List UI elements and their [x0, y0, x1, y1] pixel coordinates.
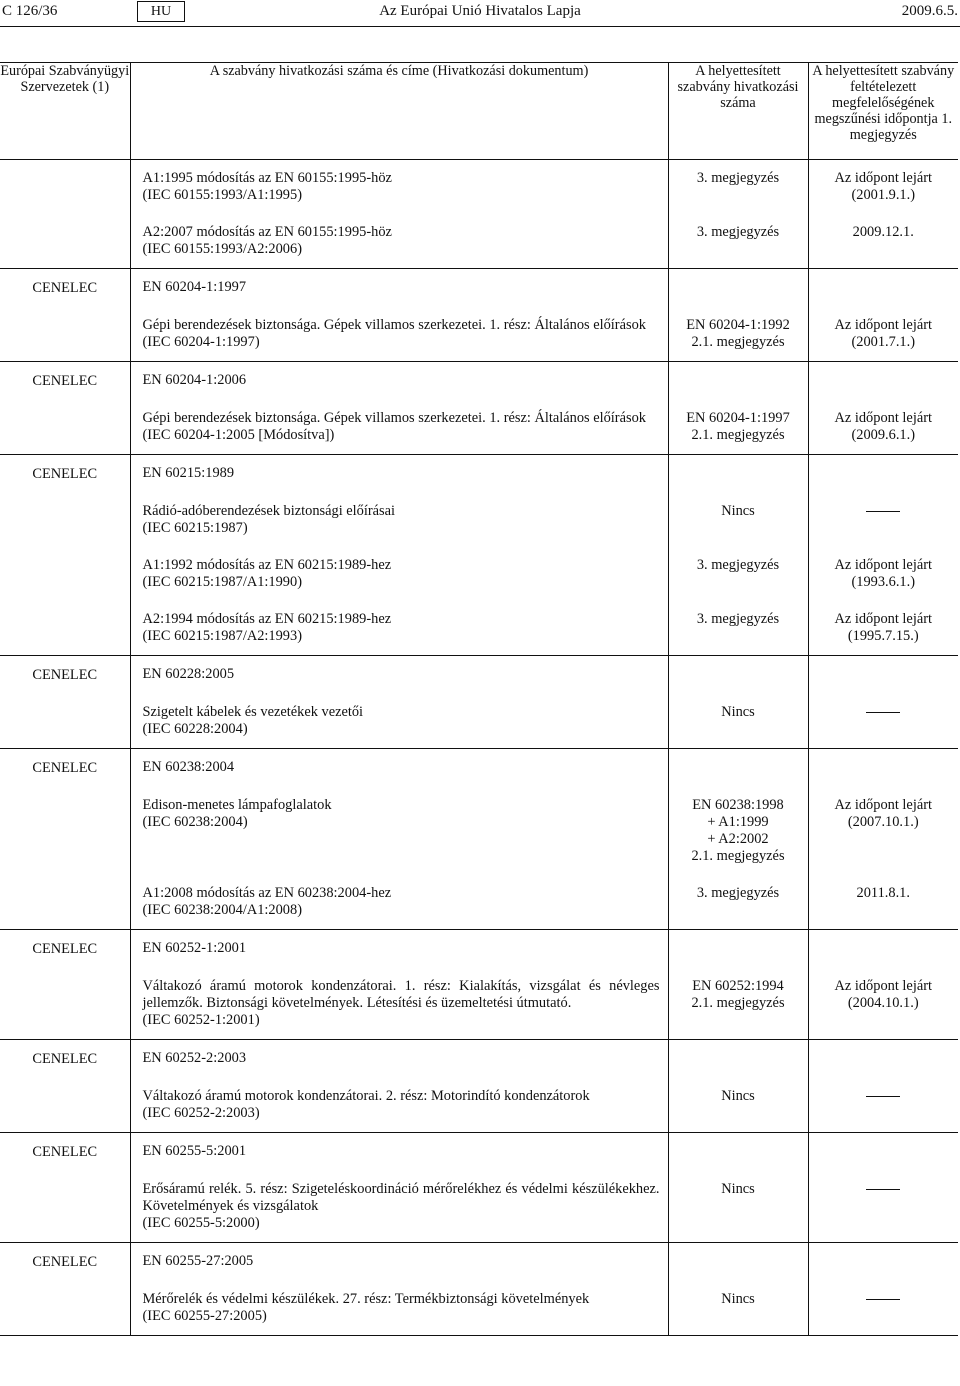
- org-cell: CENELEC: [0, 362, 130, 401]
- standard-text: (IEC 60255-27:2005): [142, 1308, 267, 1324]
- date-line: [809, 503, 959, 520]
- col-header-org: Európai Szabványügyi Szervezetek (1): [0, 63, 130, 160]
- date-cell: [808, 1281, 958, 1336]
- col-header-date: A helyettesített szabvány feltételezett megfelelőségének megszűnési időpontja 1. megjegyzés: [812, 63, 955, 143]
- standards-table: [0, 62, 958, 1336]
- date-line: (1995.7.15.): [847, 628, 919, 644]
- org-cell: [0, 400, 130, 455]
- date-line: Az időpont lejárt: [834, 317, 932, 333]
- table-row: [0, 968, 958, 1040]
- org-cell: [0, 160, 130, 215]
- em-dash: [866, 712, 900, 713]
- replaced-line: 3. megjegyzés: [696, 557, 780, 573]
- standard-cell: [130, 1078, 668, 1133]
- org-cell: CENELEC: [0, 1133, 130, 1172]
- standard-cell: [130, 1133, 668, 1172]
- replaced-line: 3. megjegyzés: [696, 224, 780, 240]
- table-row: [0, 400, 958, 455]
- org-row: [0, 656, 958, 695]
- org-cell: CENELEC: [0, 930, 130, 969]
- table-row: [0, 601, 958, 656]
- date-cell: [808, 787, 958, 875]
- standard-cell: [130, 968, 668, 1040]
- standard-cell: [130, 749, 668, 788]
- date-cell: [808, 749, 958, 788]
- replaced-line: + A1:1999: [707, 814, 769, 830]
- em-dash: [866, 1299, 900, 1300]
- date-line: [809, 1181, 959, 1198]
- standard-reference: EN 60252-1:2001: [142, 940, 247, 956]
- replaced-cell: [668, 547, 808, 601]
- standard-text: (IEC 60215:1987/A2:1993): [142, 628, 302, 644]
- date-cell: [808, 269, 958, 308]
- org-cell: [0, 1281, 130, 1336]
- replaced-cell: [668, 875, 808, 930]
- date-line: (2004.10.1.): [847, 995, 919, 1011]
- date-line: 2009.12.1.: [852, 224, 914, 240]
- org-cell: [0, 875, 130, 930]
- standard-cell: [130, 694, 668, 749]
- replaced-line: 2.1. megjegyzés: [691, 334, 785, 350]
- standard-text: (IEC 60204-1:1997): [142, 334, 260, 350]
- date-cell: [808, 875, 958, 930]
- standard-text: Váltakozó áramú motorok kondenzátorai. 1. rész: Kialakítás, vizsgálat és névleges jellemzők. Biztonsági követelmények. Létesítési és üzemeltetési útmutató.: [142, 978, 660, 1011]
- table-header: [0, 63, 958, 160]
- replaced-line: Nincs: [721, 503, 755, 519]
- replaced-cell: [668, 362, 808, 401]
- org-cell: CENELEC: [0, 749, 130, 788]
- standard-reference: EN 60204-1:1997: [142, 279, 247, 295]
- date-cell: [808, 160, 958, 215]
- replaced-cell: [668, 787, 808, 875]
- date-line: Az időpont lejárt: [834, 557, 932, 573]
- standard-reference: EN 60215:1989: [142, 465, 235, 481]
- table-row: [0, 160, 958, 215]
- date-line: Az időpont lejárt: [834, 978, 932, 994]
- replaced-cell: [668, 1133, 808, 1172]
- table-row: [0, 787, 958, 875]
- standard-cell: [130, 601, 668, 656]
- org-row: [0, 930, 958, 969]
- org-row: [0, 1243, 958, 1282]
- replaced-line: 2.1. megjegyzés: [691, 427, 785, 443]
- replaced-line: Nincs: [721, 1291, 755, 1307]
- standard-text: Szigetelt kábelek és vezetékek vezetői: [142, 704, 364, 720]
- standard-text: Gépi berendezések biztonsága. Gépek villamos szerkezetei. 1. rész: Általános előírások: [142, 317, 646, 333]
- date-line: (2007.10.1.): [847, 814, 919, 830]
- org-cell: [0, 493, 130, 547]
- em-dash: [866, 1096, 900, 1097]
- replaced-cell: [668, 400, 808, 455]
- standard-text: Gépi berendezések biztonsága. Gépek villamos szerkezetei. 1. rész: Általános előírások: [142, 410, 646, 426]
- org-cell: CENELEC: [0, 656, 130, 695]
- table-row: [0, 1171, 958, 1243]
- org-row: [0, 1133, 958, 1172]
- replaced-cell: [668, 455, 808, 494]
- org-cell: CENELEC: [0, 269, 130, 308]
- header-rule: [0, 26, 960, 27]
- org-cell: [0, 601, 130, 656]
- replaced-cell: [668, 1281, 808, 1336]
- table-row: [0, 694, 958, 749]
- replaced-cell: [668, 694, 808, 749]
- replaced-line: Nincs: [721, 704, 755, 720]
- standard-text: Mérőrelék és védelmi készülékek. 27. rész: Termékbiztonsági követelmények: [142, 1291, 590, 1307]
- date-line: (2001.7.1.): [851, 334, 916, 350]
- page-number: C 126/36: [2, 3, 58, 19]
- em-dash: [866, 1189, 900, 1190]
- standard-text: A2:2007 módosítás az EN 60155:1995-höz: [142, 224, 392, 240]
- date-line: [809, 704, 959, 721]
- date-cell: [808, 694, 958, 749]
- replaced-cell: [668, 214, 808, 269]
- date-cell: [808, 1040, 958, 1079]
- date-cell: [808, 1078, 958, 1133]
- standard-text: Váltakozó áramú motorok kondenzátorai. 2. rész: Motorindító kondenzátorok: [142, 1088, 590, 1104]
- replaced-cell: [668, 160, 808, 215]
- replaced-line: Nincs: [721, 1181, 755, 1197]
- replaced-line: EN 60252:1994: [692, 978, 784, 994]
- replaced-cell: [668, 1171, 808, 1243]
- replaced-cell: [668, 656, 808, 695]
- standard-text: (IEC 60252-1:2001): [142, 1012, 260, 1028]
- org-row: [0, 455, 958, 494]
- replaced-line: 3. megjegyzés: [696, 885, 780, 901]
- standard-text: A1:2008 módosítás az EN 60238:2004-hez: [142, 885, 392, 901]
- org-cell: CENELEC: [0, 455, 130, 494]
- standard-text: A1:1992 módosítás az EN 60215:1989-hez: [142, 557, 392, 573]
- org-cell: [0, 1171, 130, 1243]
- org-cell: [0, 547, 130, 601]
- replaced-cell: [668, 1040, 808, 1079]
- date-cell: [808, 601, 958, 656]
- replaced-line: 2.1. megjegyzés: [691, 995, 785, 1011]
- replaced-cell: [668, 269, 808, 308]
- date-cell: [808, 1171, 958, 1243]
- standard-text: (IEC 60215:1987/A1:1990): [142, 574, 302, 590]
- replaced-line: Nincs: [721, 1088, 755, 1104]
- date-cell: [808, 307, 958, 362]
- org-row: [0, 749, 958, 788]
- standard-cell: [130, 160, 668, 215]
- standard-cell: [130, 656, 668, 695]
- page-header: [0, 0, 960, 26]
- replaced-cell: [668, 968, 808, 1040]
- standard-reference: EN 60228:2005: [142, 666, 235, 682]
- standard-text: (IEC 60215:1987): [142, 520, 248, 536]
- standard-cell: [130, 493, 668, 547]
- org-cell: [0, 968, 130, 1040]
- replaced-cell: [668, 601, 808, 656]
- date-line: Az időpont lejárt: [834, 410, 932, 426]
- org-cell: [0, 307, 130, 362]
- replaced-cell: [668, 930, 808, 969]
- col-header-standard: A szabvány hivatkozási száma és címe (Hivatkozási dokumentum): [130, 63, 668, 160]
- org-cell: [0, 1078, 130, 1133]
- date-cell: [808, 400, 958, 455]
- replaced-line: EN 60238:1998: [692, 797, 784, 813]
- replaced-line: 2.1. megjegyzés: [691, 848, 785, 864]
- date-line: Az időpont lejárt: [834, 170, 932, 186]
- org-row: [0, 269, 958, 308]
- table-row: [0, 493, 958, 547]
- table-row: [0, 1281, 958, 1336]
- standard-cell: [130, 455, 668, 494]
- date-cell: [808, 968, 958, 1040]
- standard-cell: [130, 930, 668, 969]
- standard-cell: [130, 1040, 668, 1079]
- date-cell: [808, 493, 958, 547]
- date-line: (2001.9.1.): [851, 187, 916, 203]
- date-cell: [808, 547, 958, 601]
- replaced-line: EN 60204-1:1997: [686, 410, 790, 426]
- standard-text: (IEC 60255-5:2000): [142, 1215, 260, 1231]
- replaced-cell: [668, 1243, 808, 1282]
- standard-reference: EN 60255-5:2001: [142, 1143, 247, 1159]
- standard-text: (IEC 60155:1993/A2:2006): [142, 241, 302, 257]
- standard-cell: [130, 787, 668, 875]
- language-badge: HU: [137, 1, 185, 22]
- standard-cell: [130, 214, 668, 269]
- replaced-cell: [668, 749, 808, 788]
- org-cell: [0, 214, 130, 269]
- standard-reference: EN 60238:2004: [142, 759, 235, 775]
- org-cell: CENELEC: [0, 1243, 130, 1282]
- date-line: [809, 1291, 959, 1308]
- standard-reference: EN 60255-27:2005: [142, 1253, 254, 1269]
- table-row: [0, 307, 958, 362]
- standard-text: Erősáramú relék. 5. rész: Szigeteléskoordináció mérőrelékhez és védelmi készülékekhez. Követelmények és vizsgálatok: [142, 1181, 660, 1214]
- date-line: (2009.6.1.): [851, 427, 916, 443]
- replaced-cell: [668, 1078, 808, 1133]
- standard-cell: [130, 307, 668, 362]
- standard-text: (IEC 60252-2:2003): [142, 1105, 260, 1121]
- col-header-replaced: A helyettesített szabvány hivatkozási száma: [668, 63, 808, 160]
- replaced-line: + A2:2002: [707, 831, 769, 847]
- standard-cell: [130, 547, 668, 601]
- replaced-cell: [668, 493, 808, 547]
- standard-cell: [130, 1171, 668, 1243]
- date-line: Az időpont lejárt: [834, 611, 932, 627]
- standard-text: A1:1995 módosítás az EN 60155:1995-höz: [142, 170, 392, 186]
- date-cell: [808, 930, 958, 969]
- standard-cell: [130, 269, 668, 308]
- journal-title: Az Európai Unió Hivatalos Lapja: [379, 3, 581, 19]
- table-row: [0, 875, 958, 930]
- table-row: [0, 214, 958, 269]
- standard-text: Rádió-adóberendezések biztonsági előírásai: [142, 503, 396, 519]
- date-cell: [808, 455, 958, 494]
- standard-reference: EN 60252-2:2003: [142, 1050, 247, 1066]
- org-row: [0, 1040, 958, 1079]
- replaced-cell: [668, 307, 808, 362]
- org-cell: [0, 694, 130, 749]
- standard-text: Edison-menetes lámpafoglalatok: [142, 797, 332, 813]
- date-cell: [808, 1133, 958, 1172]
- date-line: (1993.6.1.): [851, 574, 916, 590]
- date-cell: [808, 362, 958, 401]
- table-row: [0, 547, 958, 601]
- table-row: [0, 1078, 958, 1133]
- org-cell: CENELEC: [0, 1040, 130, 1079]
- replaced-line: EN 60204-1:1992: [686, 317, 790, 333]
- standard-text: (IEC 60238:2004/A1:2008): [142, 902, 302, 918]
- standard-text: (IEC 60228:2004): [142, 721, 248, 737]
- org-row: [0, 362, 958, 401]
- org-cell: [0, 787, 130, 875]
- standard-cell: [130, 1243, 668, 1282]
- publication-date: 2009.6.5.: [901, 3, 958, 19]
- date-line: 2011.8.1.: [856, 885, 910, 901]
- date-cell: [808, 214, 958, 269]
- standard-cell: [130, 1281, 668, 1336]
- replaced-line: 3. megjegyzés: [696, 611, 780, 627]
- standard-cell: [130, 875, 668, 930]
- date-cell: [808, 1243, 958, 1282]
- standard-text: (IEC 60238:2004): [142, 814, 248, 830]
- date-line: Az időpont lejárt: [834, 797, 932, 813]
- standard-cell: [130, 362, 668, 401]
- standard-text: A2:1994 módosítás az EN 60215:1989-hez: [142, 611, 392, 627]
- standard-cell: [130, 400, 668, 455]
- standard-text: (IEC 60155:1993/A1:1995): [142, 187, 302, 203]
- standard-reference: EN 60204-1:2006: [142, 372, 247, 388]
- em-dash: [866, 511, 900, 512]
- date-cell: [808, 656, 958, 695]
- replaced-line: 3. megjegyzés: [696, 170, 780, 186]
- date-line: [809, 1088, 959, 1105]
- standard-text: (IEC 60204-1:2005 [Módosítva]): [142, 427, 335, 443]
